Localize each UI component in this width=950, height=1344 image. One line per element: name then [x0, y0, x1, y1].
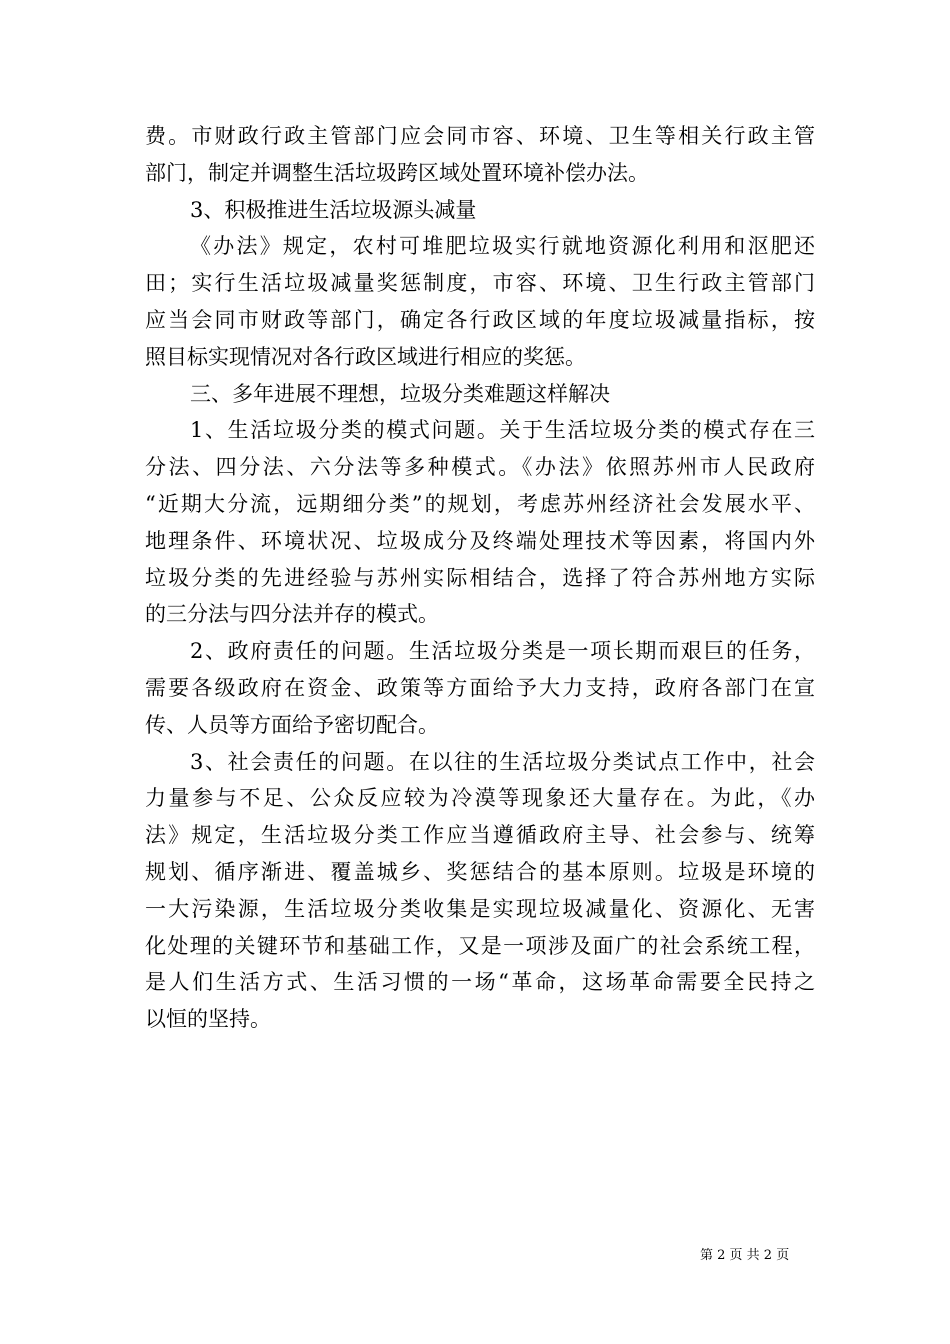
text-line: 是人们生活方式、生活习惯的一场“革命，这场革命需要全民持之 — [145, 970, 815, 995]
document-body — [145, 118, 815, 1038]
text-line: 田；实行生活垃圾减量奖惩制度，市容、环境、卫生行政主管部门 — [145, 271, 815, 296]
text-line: 三、多年进展不理想，垃圾分类难题这样解决 — [190, 381, 610, 406]
text-line: 的三分法与四分法并存的模式。 — [145, 602, 439, 627]
text-line: 以恒的坚持。 — [145, 1007, 271, 1032]
text-line: “近期大分流，远期细分类”的规划，考虑苏州经济社会发展水平、 — [145, 491, 815, 516]
text-line: 照目标实现情况对各行政区域进行相应的奖惩。 — [145, 344, 586, 369]
text-line: 部门，制定并调整生活垃圾跨区域处置环境补偿办法。 — [145, 160, 649, 185]
text-line: 一大污染源，生活垃圾分类收集是实现垃圾减量化、资源化、无害 — [145, 896, 815, 921]
text-line: 需要各级政府在资金、政策等方面给予大力支持，政府各部门在宣 — [145, 675, 815, 700]
text-line: 垃圾分类的先进经验与苏州实际相结合，选择了符合苏州地方实际 — [145, 565, 815, 590]
page-number-footer: 第 2 页 共 2 页 — [700, 1248, 790, 1263]
text-line: 规划、循序渐进、覆盖城乡、奖惩结合的基本原则。垃圾是环境的 — [145, 859, 815, 884]
text-line: 1、生活垃圾分类的模式问题。关于生活垃圾分类的模式存在三 — [190, 418, 815, 443]
text-line: 3、积极推进生活垃圾源头减量 — [190, 197, 477, 222]
text-line: 化处理的关键环节和基础工作，又是一项涉及面广的社会系统工程， — [145, 933, 815, 958]
text-line: 2、政府责任的问题。生活垃圾分类是一项长期而艰巨的任务， — [190, 639, 815, 664]
text-line: 《办法》规定，农村可堆肥垃圾实行就地资源化利用和沤肥还 — [190, 234, 815, 259]
text-line: 费。市财政行政主管部门应会同市容、环境、卫生等相关行政主管 — [145, 124, 815, 148]
text-line: 力量参与不足、公众反应较为冷漠等现象还大量存在。为此，《办 — [145, 786, 815, 811]
text-line: 法》规定，生活垃圾分类工作应当遵循政府主导、社会参与、统筹 — [145, 823, 815, 848]
text-line: 应当会同市财政等部门，确定各行政区域的年度垃圾减量指标，按 — [145, 307, 815, 332]
text-line: 传、人员等方面给予密切配合。 — [145, 712, 439, 737]
text-line: 地理条件、环境状况、垃圾成分及终端处理技术等因素，将国内外 — [145, 528, 815, 553]
text-line: 分法、四分法、六分法等多种模式。《办法》依照苏州市人民政府 — [145, 455, 815, 480]
text-line: 3、社会责任的问题。在以往的生活垃圾分类试点工作中，社会 — [190, 749, 815, 774]
